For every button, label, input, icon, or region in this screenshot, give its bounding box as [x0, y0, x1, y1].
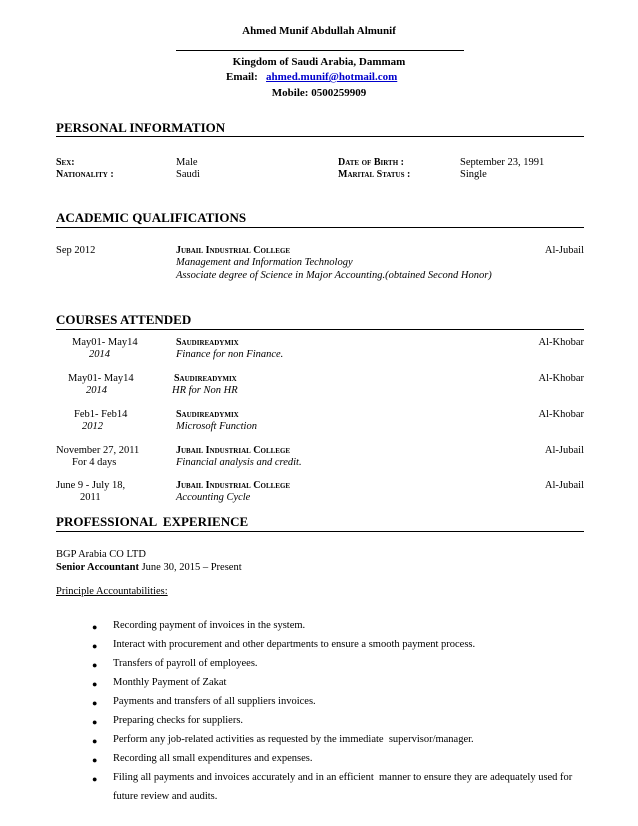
course-location: Al-Jubail [544, 445, 584, 456]
list-item: Recording all small expenditures and expenses. [113, 753, 313, 764]
course-title: HR for Non HR [172, 385, 238, 396]
bullet-icon: ● [92, 641, 98, 651]
position-period: June 30, 2015 – Present [141, 562, 242, 573]
applicant-name: Ahmed Munif Abdullah Almunif [242, 25, 396, 37]
course-location: Al-Khobar [538, 409, 584, 420]
bullet-icon: ● [92, 717, 98, 727]
course-year: 2014 [86, 385, 107, 396]
course-title: Accounting Cycle [176, 492, 251, 503]
email-link[interactable]: ahmed.munif@hotmail.com [266, 71, 398, 83]
course-date: November 27, 2011 [56, 445, 140, 456]
course-org: Saudireadymix [174, 373, 237, 384]
section-rule [56, 227, 584, 228]
course-location: Al-Khobar [538, 337, 584, 348]
academic-program: Management and Information Technology [176, 257, 353, 268]
course-year: 2011 [80, 492, 101, 503]
bullet-icon: ● [92, 679, 98, 689]
section-title-personal: PERSONAL INFORMATION [56, 120, 226, 135]
sex-label: Sex: [56, 157, 75, 168]
email-label: Email: [226, 71, 258, 83]
section-rule [56, 136, 584, 137]
course-org: Jubail Industrial College [176, 445, 291, 456]
course-location: Al-Khobar [538, 373, 584, 384]
bullet-icon: ● [92, 622, 98, 632]
list-item: Filing all payments and invoices accurately and in an efficient manner to ensure they are adequately used for [113, 772, 573, 783]
email-line [226, 71, 397, 83]
mobile: Mobile: 0500259909 [271, 87, 367, 99]
list-item: Payments and transfers of all suppliers invoices. [113, 696, 316, 707]
section-rule [56, 329, 584, 330]
list-item: Recording payment of invoices in the system. [113, 620, 306, 631]
academic-institution: Jubail Industrial College [176, 245, 291, 256]
list-item: Transfers of payroll of employees. [113, 658, 258, 669]
list-item: Preparing checks for suppliers. [113, 715, 244, 726]
bullet-icon: ● [92, 774, 98, 784]
course-year: 2012 [82, 421, 103, 432]
position-line [56, 562, 242, 573]
accountabilities-heading: Principle Accountabilities: [56, 586, 168, 597]
course-date: May01- May14 [72, 337, 138, 348]
academic-location: Al-Jubail [544, 245, 584, 256]
list-item: Interact with procurement and other departments to ensure a smooth payment process. [113, 639, 476, 650]
dob-value: September 23, 1991 [460, 157, 545, 168]
location: Kingdom of Saudi Arabia, Dammam [232, 56, 406, 68]
header-rule [176, 50, 464, 51]
nationality-label: Nationality : [56, 169, 114, 180]
section-title-academic: ACADEMIC QUALIFICATIONS [56, 210, 247, 225]
course-title: Financial analysis and credit. [176, 457, 302, 468]
course-title: Microsoft Function [176, 421, 257, 432]
course-title: Finance for non Finance. [176, 349, 284, 360]
academic-date: Sep 2012 [56, 245, 96, 256]
section-title-experience: PROFESSIONAL EXPERIENCE [56, 514, 249, 529]
section-title-courses: COURSES ATTENDED [56, 312, 192, 327]
marital-value: Single [460, 169, 487, 180]
course-date: Feb1- Feb14 [74, 409, 128, 420]
academic-degree: Associate degree of Science in Major Accounting.(obtained Second Honor) [176, 270, 492, 281]
position-title: Senior Accountant [56, 562, 139, 573]
sex-value: Male [176, 157, 198, 168]
course-year: 2014 [89, 349, 110, 360]
nationality-value: Saudi [176, 169, 200, 180]
course-date: June 9 - July 18, [56, 480, 126, 491]
course-location: Al-Jubail [544, 480, 584, 491]
course-org: Saudireadymix [176, 409, 239, 420]
course-org: Saudireadymix [176, 337, 239, 348]
company-name: BGP Arabia CO LTD [56, 549, 146, 560]
dob-label: Date of Birth : [338, 157, 404, 168]
list-item-continuation: future review and audits. [113, 791, 218, 802]
bullet-icon: ● [92, 698, 98, 708]
bullet-icon: ● [92, 660, 98, 670]
course-org: Jubail Industrial College [176, 480, 291, 491]
course-duration: For 4 days [72, 457, 117, 468]
marital-label: Marital Status : [338, 169, 411, 180]
list-item: Perform any job-related activities as requested by the immediate supervisor/manager. [113, 734, 474, 745]
bullet-icon: ● [92, 755, 98, 765]
course-date: May01- May14 [68, 373, 134, 384]
section-rule [56, 531, 584, 532]
bullet-icon: ● [92, 736, 98, 746]
list-item: Monthly Payment of Zakat [113, 677, 227, 688]
